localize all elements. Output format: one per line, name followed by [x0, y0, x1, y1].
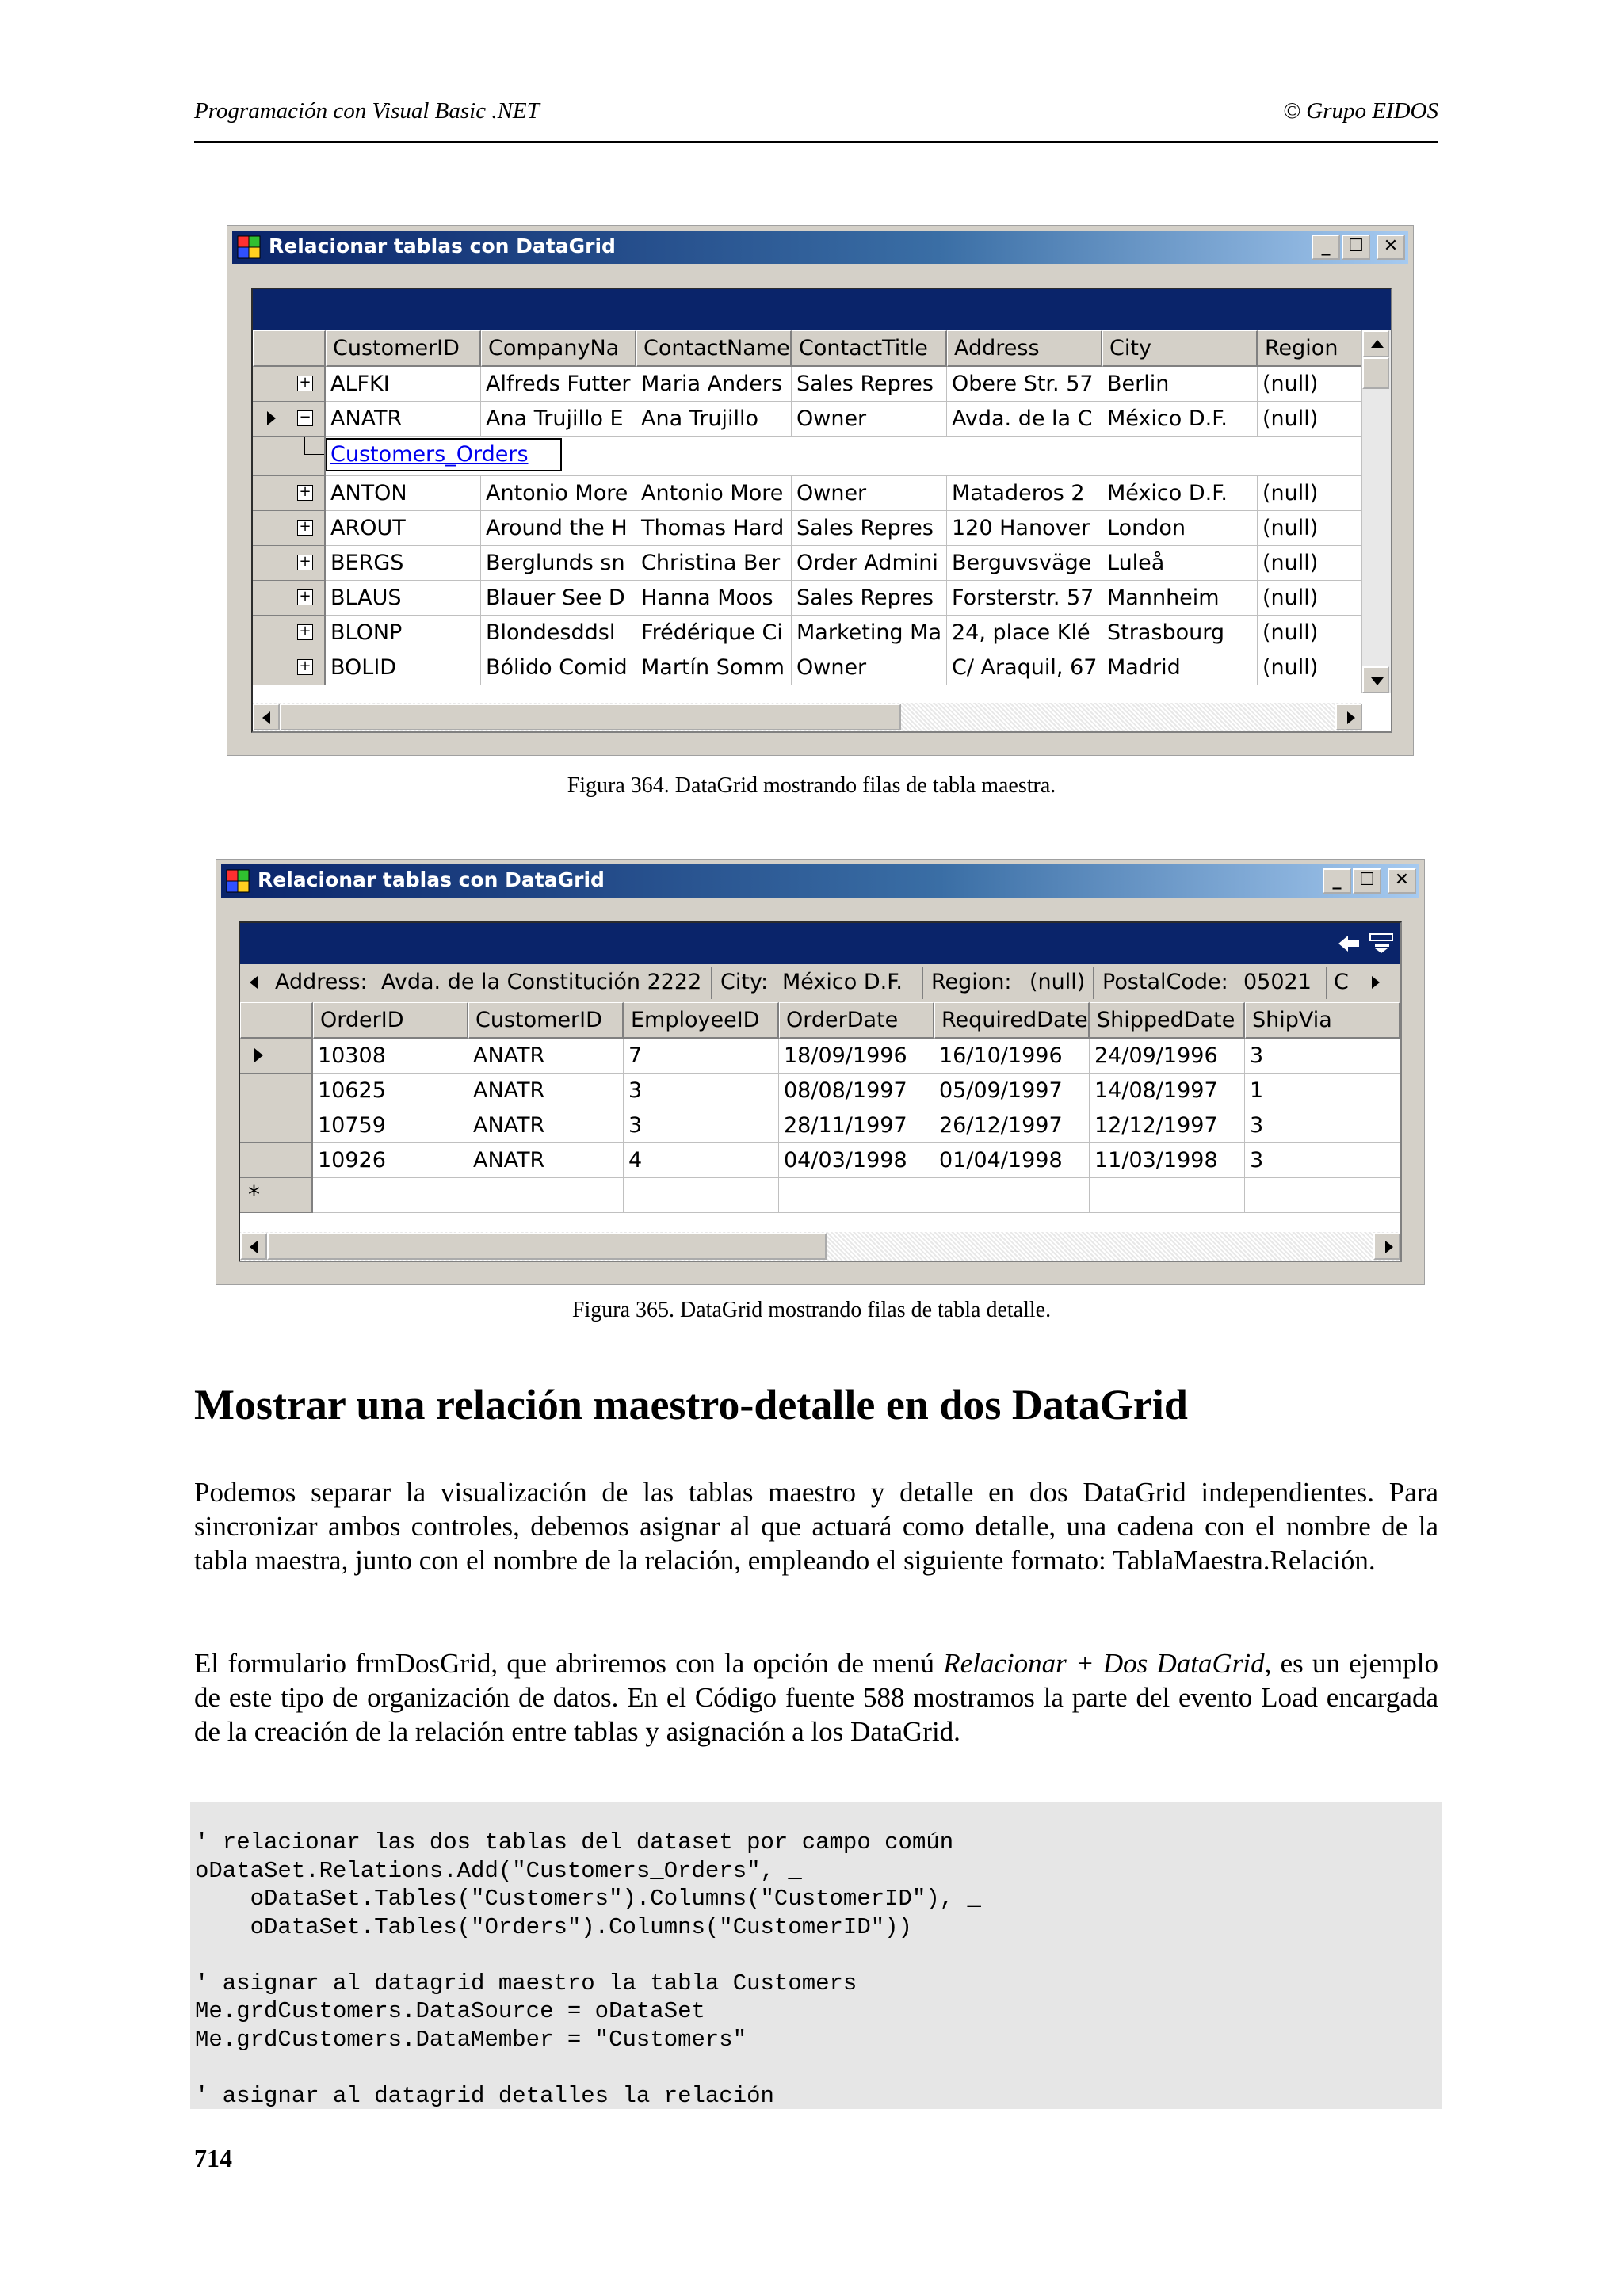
scroll-down-button[interactable]	[1362, 666, 1389, 693]
cell[interactable]: 3	[624, 1074, 779, 1108]
row-header[interactable]	[253, 511, 326, 546]
page-header	[194, 95, 1438, 143]
col-header[interactable]: OrderID	[313, 1002, 468, 1039]
horizontal-scrollbar[interactable]	[253, 703, 1362, 731]
expand-plus-icon[interactable]: +	[297, 485, 313, 501]
cell[interactable]: Strasbourg	[1102, 616, 1258, 650]
code-text: ' relacionar las dos tablas del dataset por campo común oDataSet.Relations.Add("Customers_Orders", _ oDataSet.Tables("Customers").Columns("CustomerID"), _ oDataSet.Tables("Orders").Columns("CustomerID")) ' asignar al datagrid maestro la tabla Customers Me.grdCustomers.DataSource = oDataSet Me.grdCustomers.DataMember = "Customers" ' asignar al datagrid detalles la relación	[195, 1829, 981, 2109]
row-header[interactable]	[253, 581, 326, 616]
cell[interactable]	[313, 1178, 468, 1213]
new-row[interactable]	[240, 1178, 1400, 1213]
cell[interactable]	[779, 1178, 934, 1213]
cell[interactable]: Antonio More	[636, 476, 792, 511]
cell[interactable]: Owner	[792, 476, 947, 511]
figure-caption: Figura 364. DataGrid mostrando filas de tabla maestra.	[567, 773, 1056, 798]
relation-cell	[326, 437, 1362, 476]
table-row[interactable]	[240, 1108, 1400, 1143]
cell[interactable]: 10625	[313, 1074, 468, 1108]
cell[interactable]: London	[1102, 511, 1258, 546]
maximize-icon: ☐	[1359, 870, 1375, 890]
table-row[interactable]	[253, 581, 1365, 616]
paragraph: Podemos separar la visualización de las tablas maestro y detalle en dos DataGrid independientes. Para sincronizar ambos controles, debemos asignar al que actuará como detalle, una cadena con el nombre de la tabla maestra, junto con el nombre de la relación, empleando el siguiente formato: TablaMaestra.Relación.	[194, 1477, 1438, 1576]
table-row[interactable]	[253, 616, 1365, 650]
col-header[interactable]: ShippedDate	[1090, 1002, 1245, 1039]
table-row[interactable]	[253, 546, 1365, 581]
divider	[1326, 967, 1327, 999]
grid-caption-bar	[240, 923, 1400, 964]
new-row-asterisk-icon: *	[248, 1181, 260, 1209]
cell[interactable]: 12/12/1997	[1090, 1108, 1245, 1143]
column-headers	[253, 330, 1391, 367]
app-icon	[226, 869, 250, 893]
cell[interactable]: México D.F.	[1102, 402, 1258, 437]
relation-link[interactable]: Customers_Orders	[326, 438, 562, 471]
expand-plus-icon[interactable]: +	[297, 376, 313, 391]
cell[interactable]: Order Admini	[792, 546, 947, 581]
cell[interactable]	[468, 1178, 624, 1213]
header-publisher: © Grupo EIDOS	[1282, 98, 1438, 124]
cell[interactable]: BERGS	[326, 546, 481, 581]
cell[interactable]: C/ Araquil, 67	[947, 650, 1102, 685]
cell[interactable]: Mataderos 2	[947, 476, 1102, 511]
page-number: 714	[194, 2144, 232, 2172]
cell[interactable]: Marketing Ma	[792, 616, 947, 650]
col-header[interactable]: OrderDate	[779, 1002, 934, 1039]
paragraph-text: El formulario frmDosGrid, que abriremos con la opción de menú	[194, 1648, 944, 1679]
cell[interactable]: Frédérique Ci	[636, 616, 792, 650]
cell[interactable]: 120 Hanover	[947, 511, 1102, 546]
col-header[interactable]: Address	[947, 330, 1102, 367]
cell[interactable]: (null)	[1258, 546, 1365, 581]
row-header[interactable]	[253, 476, 326, 511]
horizontal-scroll-thumb[interactable]	[280, 704, 901, 730]
cell[interactable]: Blauer See D	[481, 581, 636, 616]
scroll-left-button[interactable]	[253, 704, 280, 730]
cell[interactable]: BOLID	[326, 650, 481, 685]
parent-row-band	[240, 964, 1402, 1004]
cell[interactable]: Christina Ber	[636, 546, 792, 581]
maximize-button[interactable]	[1342, 235, 1370, 260]
row-header[interactable]	[240, 1178, 313, 1213]
tree-connector	[304, 437, 324, 455]
window-master-titlebar[interactable]	[232, 231, 1408, 264]
cell[interactable]: Owner	[792, 402, 947, 437]
cell[interactable]: Sales Repres	[792, 581, 947, 616]
cell[interactable]: 4	[624, 1143, 779, 1178]
cell[interactable]: 16/10/1996	[934, 1039, 1090, 1074]
col-header[interactable]: RequiredDate	[934, 1002, 1090, 1039]
back-arrow-icon[interactable]	[1337, 934, 1361, 953]
row-header	[253, 437, 326, 476]
cell[interactable]: Martín Somm	[636, 650, 792, 685]
cell[interactable]	[1090, 1178, 1245, 1213]
cell[interactable]: 18/09/1996	[779, 1039, 934, 1074]
paragraph-text: , es un ejemplo de este tipo de organización de datos. En el Código fuente 588 mostramos la parte del evento Load encargada de la creación de la relación entre tablas y asignación a los DataGrid.	[194, 1648, 1438, 1747]
cell[interactable]: ANATR	[326, 402, 481, 437]
parent-more: C	[1334, 970, 1349, 994]
cell[interactable]	[624, 1178, 779, 1213]
col-header[interactable]: ContactTitle	[792, 330, 947, 367]
close-icon: ✕	[1394, 870, 1410, 890]
paragraph	[194, 1646, 1438, 1749]
vertical-scroll-thumb[interactable]	[1362, 357, 1389, 389]
cell[interactable]: Owner	[792, 650, 947, 685]
row-header[interactable]	[253, 546, 326, 581]
parent-postal-value: 05021	[1243, 970, 1312, 994]
cell[interactable]: 24/09/1996	[1090, 1039, 1245, 1074]
table-row[interactable]	[253, 476, 1365, 511]
cell[interactable]: 10759	[313, 1108, 468, 1143]
parent-region-value: (null)	[1029, 970, 1086, 994]
row-header[interactable]	[240, 1074, 313, 1108]
cell[interactable]: ANATR	[468, 1108, 624, 1143]
code-block	[190, 1802, 1442, 2109]
detail-datagrid[interactable]	[239, 921, 1402, 1262]
minimize-button[interactable]	[1323, 868, 1351, 894]
window-title: Relacionar tablas con DataGrid	[258, 868, 605, 891]
cell[interactable]: Sales Repres	[792, 511, 947, 546]
parent-city-value: México D.F.	[782, 970, 903, 994]
col-header[interactable]: ShipVia	[1245, 1002, 1400, 1039]
cell[interactable]: 3	[1245, 1143, 1400, 1178]
app-icon	[237, 235, 261, 259]
cell[interactable]: Madrid	[1102, 650, 1258, 685]
cell[interactable]: Luleå	[1102, 546, 1258, 581]
cell[interactable]: Sales Repres	[792, 367, 947, 402]
cell[interactable]: Ana Trujillo	[636, 402, 792, 437]
relation-row	[253, 437, 1362, 476]
row-header[interactable]	[253, 367, 326, 402]
cell[interactable]: (null)	[1258, 367, 1365, 402]
expand-plus-icon[interactable]: +	[297, 589, 313, 605]
cell[interactable]: Hanna Moos	[636, 581, 792, 616]
cell[interactable]: Antonio More	[481, 476, 636, 511]
cell[interactable]: Forsterstr. 57	[947, 581, 1102, 616]
row-header[interactable]	[253, 650, 326, 685]
cell[interactable]: Bólido Comid	[481, 650, 636, 685]
cell[interactable]: (null)	[1258, 402, 1365, 437]
parent-region-label: Region:	[931, 970, 1012, 994]
cell[interactable]: 01/04/1998	[934, 1143, 1090, 1178]
col-header[interactable]: CustomerID	[468, 1002, 624, 1039]
close-button[interactable]	[1388, 868, 1416, 894]
parent-scroll-left-icon[interactable]	[250, 976, 258, 989]
scroll-right-button[interactable]	[1335, 704, 1362, 730]
cell[interactable]: Thomas Hard	[636, 511, 792, 546]
collapse-minus-icon[interactable]: −	[297, 410, 313, 426]
cell[interactable]: (null)	[1258, 616, 1365, 650]
cell[interactable]: 14/08/1997	[1090, 1074, 1245, 1108]
cell[interactable]: Alfreds Futter	[481, 367, 636, 402]
cell[interactable]: Maria Anders	[636, 367, 792, 402]
scroll-up-button[interactable]	[1362, 330, 1389, 357]
cell[interactable]: 04/03/1998	[779, 1143, 934, 1178]
arrow-right-icon	[1347, 711, 1355, 724]
minimize-icon: _	[1321, 236, 1331, 256]
grid-caption-bar	[253, 289, 1391, 330]
cell[interactable]: 1	[1245, 1074, 1400, 1108]
expand-plus-icon[interactable]: +	[297, 624, 313, 640]
table-row[interactable]	[253, 650, 1365, 685]
column-headers	[240, 1002, 1400, 1039]
cell[interactable]: Around the H	[481, 511, 636, 546]
cell[interactable]: BLONP	[326, 616, 481, 650]
cell[interactable]: 26/12/1997	[934, 1108, 1090, 1143]
cell[interactable]: BLAUS	[326, 581, 481, 616]
cell[interactable]: 7	[624, 1039, 779, 1074]
parent-scroll-right-icon[interactable]	[1372, 976, 1380, 989]
cell[interactable]: (null)	[1258, 650, 1365, 685]
cell[interactable]: Obere Str. 57	[947, 367, 1102, 402]
window-detail	[216, 859, 1425, 1285]
cell[interactable]: 10926	[313, 1143, 468, 1178]
row-header[interactable]	[240, 1039, 313, 1074]
row-header[interactable]	[253, 616, 326, 650]
cell[interactable]: Mannheim	[1102, 581, 1258, 616]
cell[interactable]: Avda. de la C	[947, 402, 1102, 437]
expand-plus-icon[interactable]: +	[297, 520, 313, 536]
cell[interactable]: México D.F.	[1102, 476, 1258, 511]
cell[interactable]: Ana Trujillo E	[481, 402, 636, 437]
divider	[1093, 967, 1094, 999]
cell[interactable]: ANATR	[468, 1143, 624, 1178]
row-header-corner	[240, 1002, 313, 1039]
close-button[interactable]	[1377, 235, 1405, 260]
minimize-icon: _	[1332, 870, 1342, 890]
cell[interactable]: (null)	[1258, 476, 1365, 511]
cell[interactable]: 10308	[313, 1039, 468, 1074]
parent-address-value: Avda. de la Constitución 2222	[381, 970, 702, 994]
cell[interactable]	[1245, 1178, 1400, 1213]
menu-path: Relacionar + Dos DataGrid	[943, 1648, 1265, 1679]
current-row-arrow-icon	[267, 411, 276, 425]
figure-caption: Figura 365. DataGrid mostrando filas de tabla detalle.	[571, 1298, 1052, 1322]
cell[interactable]: Berglunds sn	[481, 546, 636, 581]
vertical-scrollbar[interactable]	[1361, 330, 1391, 693]
cell[interactable]: 3	[1245, 1039, 1400, 1074]
maximize-icon: ☐	[1348, 236, 1364, 256]
maximize-button[interactable]	[1353, 868, 1381, 894]
cell[interactable]: (null)	[1258, 511, 1365, 546]
scroll-left-button[interactable]	[240, 1233, 267, 1260]
cell[interactable]: 28/11/1997	[779, 1108, 934, 1143]
cell[interactable]: 05/09/1997	[934, 1074, 1090, 1108]
expand-plus-icon[interactable]: +	[297, 555, 313, 570]
cell[interactable]: 08/08/1997	[779, 1074, 934, 1108]
window-detail-titlebar[interactable]	[221, 864, 1419, 898]
parent-city-label: City:	[720, 970, 769, 994]
cell[interactable]: Berlin	[1102, 367, 1258, 402]
cell[interactable]: (null)	[1258, 581, 1365, 616]
window-master	[227, 225, 1414, 756]
table-row-selected[interactable]	[253, 402, 1365, 437]
table-row[interactable]	[240, 1143, 1400, 1178]
cell[interactable]: 24, place Klé	[947, 616, 1102, 650]
arrow-left-icon	[250, 1241, 258, 1253]
expand-plus-icon[interactable]: +	[297, 659, 313, 675]
master-datagrid[interactable]	[251, 288, 1392, 733]
col-header[interactable]: CompanyNa	[481, 330, 636, 367]
col-header[interactable]: ContactName	[636, 330, 792, 367]
cell[interactable]: 3	[1245, 1108, 1400, 1143]
divider	[922, 967, 923, 999]
minimize-button[interactable]	[1312, 235, 1340, 260]
scroll-right-button[interactable]	[1373, 1233, 1400, 1260]
cell[interactable]: ANTON	[326, 476, 481, 511]
table-row[interactable]	[253, 511, 1365, 546]
horizontal-scrollbar[interactable]	[240, 1232, 1400, 1261]
cell[interactable]: 3	[624, 1108, 779, 1143]
table-row[interactable]	[253, 367, 1365, 402]
cell[interactable]	[934, 1178, 1090, 1213]
row-header[interactable]	[240, 1108, 313, 1143]
arrow-right-icon	[1385, 1241, 1393, 1253]
divider	[711, 967, 712, 999]
row-header-corner	[253, 330, 326, 367]
arrow-left-icon	[262, 711, 270, 724]
row-header[interactable]	[240, 1143, 313, 1178]
cell[interactable]: Berguvsväge	[947, 546, 1102, 581]
cell[interactable]: 11/03/1998	[1090, 1143, 1245, 1178]
close-icon: ✕	[1383, 236, 1399, 256]
arrow-down-icon	[1371, 677, 1384, 685]
parent-postal-label: PostalCode:	[1102, 970, 1228, 994]
col-header[interactable]: City	[1102, 330, 1258, 367]
header-book-title: Programación con Visual Basic .NET	[194, 98, 540, 124]
table-row-selected[interactable]	[240, 1039, 1400, 1074]
horizontal-scroll-thumb[interactable]	[267, 1233, 827, 1260]
col-header[interactable]: CustomerID	[326, 330, 481, 367]
cell[interactable]: ANATR	[468, 1039, 624, 1074]
window-title: Relacionar tablas con DataGrid	[269, 235, 616, 257]
cell[interactable]: ALFKI	[326, 367, 481, 402]
col-header[interactable]: EmployeeID	[624, 1002, 779, 1039]
cell[interactable]: AROUT	[326, 511, 481, 546]
section-title: Mostrar una relación maestro-detalle en dos DataGrid	[194, 1381, 1188, 1428]
col-header[interactable]: Region	[1258, 330, 1365, 367]
row-header[interactable]	[253, 402, 326, 437]
parent-address-label: Address:	[275, 970, 368, 994]
cell[interactable]: Blondesddsl	[481, 616, 636, 650]
toggle-parent-rows-icon[interactable]	[1369, 933, 1394, 953]
cell[interactable]: ANATR	[468, 1074, 624, 1108]
current-row-arrow-icon	[254, 1048, 263, 1062]
table-row[interactable]	[240, 1074, 1400, 1108]
arrow-up-icon	[1371, 340, 1384, 348]
